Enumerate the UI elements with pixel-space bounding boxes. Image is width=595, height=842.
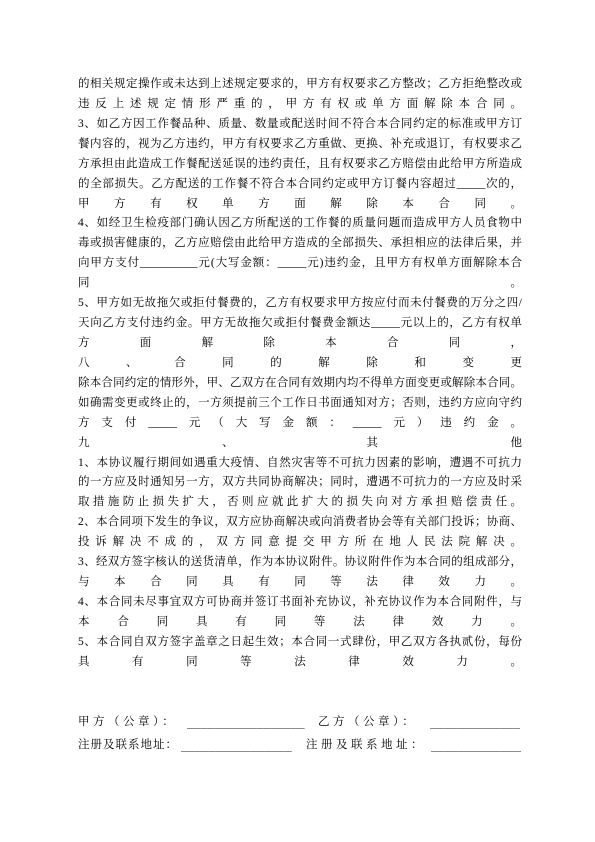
section-9-item-3 <box>78 553 522 593</box>
text-line: 5、甲方如无故拖欠或拒付餐费的，乙方有权要求甲方按应付而未付餐费的万分之四/ <box>78 297 522 310</box>
text-line: 方承担由此造成工作餐配送延误的违约责任，且有权要求乙方赔偿由此给甲方所造成 <box>78 157 522 170</box>
text-line: 5、本合同自双方签字盖章之日起生效；本合同一式肆份，甲乙双方各执贰份，每份 <box>78 635 522 648</box>
text-line: 3、经双方签字核认的送货清单，作为本协议附件。协议附件作为本合同的组成部分， <box>78 556 522 569</box>
text-line: 的相关规定操作或未达到上述规定要求的，甲方有权要求乙方整改；乙方拒绝整改或 <box>78 78 522 90</box>
text-line: 同。 <box>78 277 522 290</box>
text-line: 餐内容的，视为乙方违约，甲方有权要求乙方重做、更换、补充或退订，有权要求乙 <box>78 137 522 150</box>
contract-body <box>78 75 522 673</box>
party-a-address-blank: ________________ <box>181 738 292 752</box>
text-line: 取措施防止损失扩大，否则应就此扩大的损失向对方承担赔偿责任。 <box>78 496 522 509</box>
text-line: 3、如乙方因工作餐品种、质量、数量或配送时间不符合本合同约定的标准或甲方订 <box>78 117 522 130</box>
text-line: 的全部损失。乙方配送的工作餐不符合本合同约定或甲方订餐内容超过_____次的， <box>78 177 522 190</box>
party-b-seal-blank: _____________ <box>430 715 521 729</box>
section-9 <box>78 434 522 673</box>
text-line: 投诉解决不成的，双方同意提交甲方所在地人民法院解决。 <box>78 536 522 549</box>
section-heading: 八、合同的解除和变更 <box>78 356 522 369</box>
text-line: 甲方有权单方面解除本合同。 <box>78 197 522 210</box>
text-line: 1、本协议履行期间如遇重大疫情、自然灾害等不可抗力因素的影响，遭遇不可抗力 <box>78 456 522 469</box>
text-line: 天向乙方支付违约金。甲方无故拖欠或拒付餐费金额达_____元以上的，乙方有权单 <box>78 317 522 330</box>
party-a-seal-blank: _________________ <box>187 715 305 729</box>
clause-item-5 <box>78 294 522 354</box>
text-line: 违反上述规定情形严重的，甲方有权或单方面解除本合同。 <box>78 97 522 110</box>
text-line: 方支付_____元（大写金额：_____元）违约金。 <box>78 416 522 429</box>
signature-row-address <box>0 735 595 755</box>
text-line: 除本合同约定的情形外，甲、乙双方在合同有效期内均不得单方面变更或解除本合同。 <box>78 376 522 389</box>
text-line: 与本合同具有同等法律效力。 <box>78 576 522 589</box>
clause-item-3 <box>78 115 522 215</box>
clause-item-2-continued <box>78 75 522 115</box>
clause-item-4 <box>78 214 522 294</box>
party-b-address-label: 注册及联系地址： <box>306 739 426 751</box>
text-line: 本合同具有同等法律效力。 <box>78 615 522 628</box>
text-line: 如确需变更或终止的，一方须提前三个工作日书面通知对方；否则，违约方应向守约 <box>78 396 522 409</box>
party-a-seal-label: 甲方（公章）： <box>78 716 178 728</box>
section-9-item-4 <box>78 593 522 633</box>
party-a-address-label: 注册及联系地址： <box>78 739 178 751</box>
text-line: 的一方应及时通知另一方，双方共同协商解决；同时，遭遇不可抗力的一方应及时采 <box>78 476 522 489</box>
section-9-item-2 <box>78 513 522 553</box>
section-9-item-5 <box>78 633 522 673</box>
text-line: 毒或损害健康的，乙方应赔偿由此给甲方造成的全部损失、承担相应的法律后果，并 <box>78 237 522 250</box>
party-b-address-blank: _____________ <box>431 738 522 752</box>
signature-row-seal <box>0 712 595 732</box>
text-line: 向甲方支付__________元(大写金额：_____元)违约金，且甲方有权单方面解除本合 <box>78 257 522 270</box>
section-8 <box>78 354 522 434</box>
text-line: 具有同等法律效力。 <box>78 655 522 668</box>
party-b-seal-label: 乙方（公章）： <box>318 716 418 728</box>
text-line: 方面解除本合同， <box>78 336 522 349</box>
section-heading: 九、其他 <box>78 436 522 449</box>
section-9-item-1 <box>78 454 522 514</box>
text-line: 4、本合同未尽事宜双方可协商并签订书面补充协议，补充协议作为本合同附件，与 <box>78 595 522 608</box>
text-line: 4、如经卫生检疫部门确认因乙方所配送的工作餐的质量问题而造成甲方人员食物中 <box>78 217 522 230</box>
text-line: 2、本合同项下发生的争议，双方应协商解决或向消费者协会等有关部门投诉；协商、 <box>78 516 522 529</box>
